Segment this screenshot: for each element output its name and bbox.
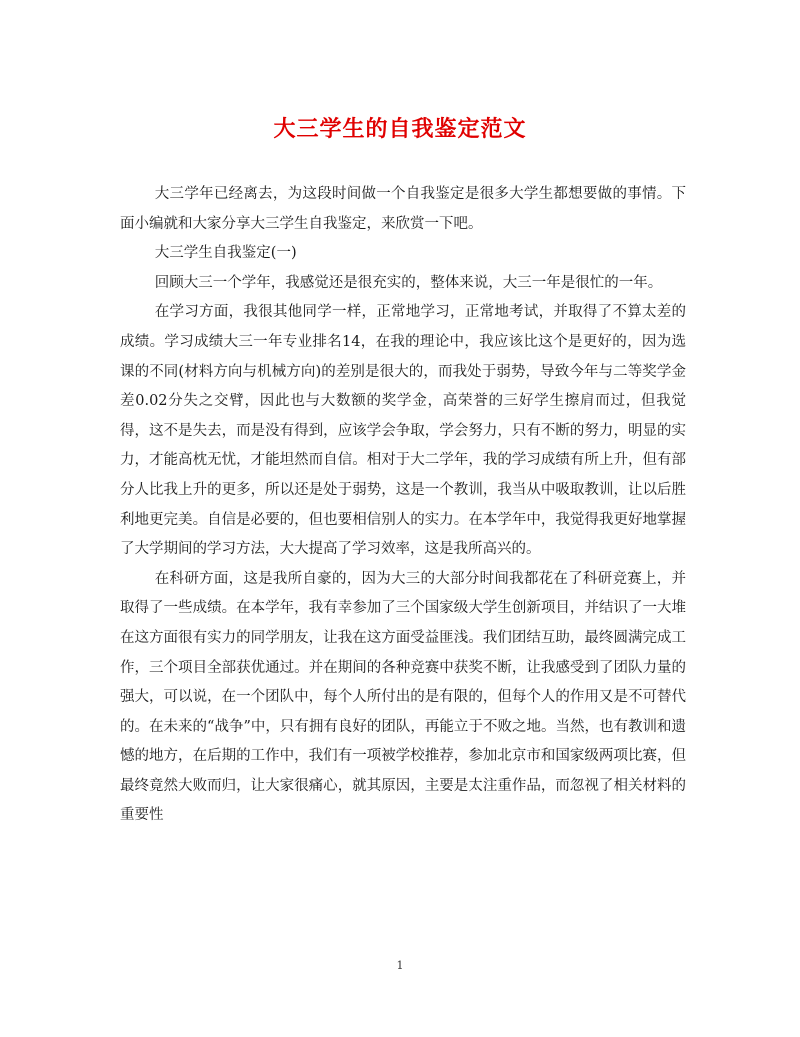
paragraph-research: 在科研方面，这是我所自豪的，因为大三的大部分时间我都花在了科研竞赛上，并取得了一些成绩。在本学年，我有幸参加了三个国家级大学生创新项目，并结识了一大堆在这方面很有实力的同学朋友，让我在这方面受益匪浅。我们团结互助，最终圆满完成工作，三个项目全部获优通过。并在期间的各种竞赛中获奖不断，让我感受到了团队力量的强大，可以说，在一个团队中，每个人所付出的是有限的，但每个人的作用又是不可替代的。在未来的“战争”中，只有拥有良好的团队，再能立于不败之地。当然，也有教训和遗憾的地方，在后期的工作中，我们有一项被学校推荐，参加北京市和国家级两项比赛，但最终竟然大败而归，让大家很痛心，就其原因，主要是太注重作品，而忽视了相关材料的重要性 bbox=[120, 570, 686, 824]
document-body bbox=[120, 180, 686, 831]
paragraph-intro: 大三学年已经离去，为这段时间做一个自我鉴定是很多大学生都想要做的事情。下面小编就和大家分享大三学生自我鉴定，来欣赏一下吧。 bbox=[120, 186, 686, 232]
page-number: 1 bbox=[396, 959, 404, 972]
paragraph-study: 在学习方面，我很其他同学一样，正常地学习，正常地考试，并取得了不算太差的成绩。学习成绩大三一年专业排名14，在我的理论中，我应该比这个是更好的，因为选课的不同(材料方向与机械方向)的差别是很大的，而我处于弱势，导致今年与二等奖学金差0.02分失之交臂，因此也与大数额的奖学金，高荣誉的三好学生擦肩而过，但我觉得，这不是失去，而是没有得到，应该学会争取，学会努力，只有不断的努力，明显的实力，才能高枕无忧，才能坦然而自信。相对于大二学年，我的学习成绩有所上升，但有部分人比我上升的更多，所以还是处于弱势，这是一个教训，我当从中吸取教训，让以后胜利地更完美。自信是必要的，但也要相信别人的实力。在本学年中，我觉得我更好地掌握了大学期间的学习方法，大大提高了学习效率，这是我所高兴的。 bbox=[120, 304, 686, 558]
section-heading: 大三学生自我鉴定(一) bbox=[154, 245, 297, 262]
paragraph-review: 回顾大三一个学年，我感觉还是很充实的，整体来说，大三一年是很忙的一年。 bbox=[154, 274, 663, 291]
document-title: 大三学生的自我鉴定范文 bbox=[273, 116, 527, 142]
